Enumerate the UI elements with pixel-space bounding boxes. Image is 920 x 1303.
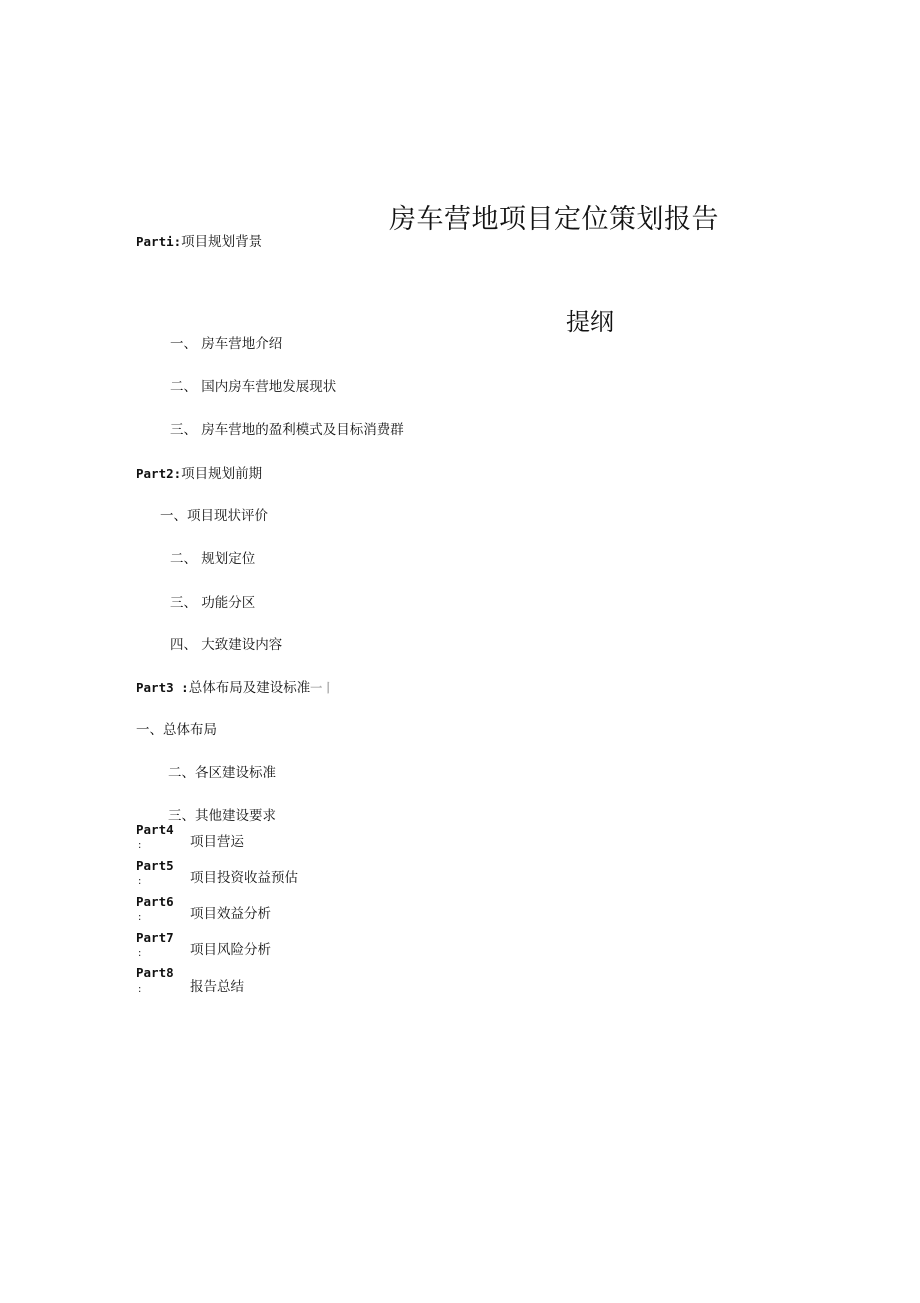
part1-item-2: 二、 国内房车营地发展现状 bbox=[170, 379, 337, 395]
part1-sep: : bbox=[173, 234, 182, 249]
part2-label: Part2 bbox=[136, 466, 174, 481]
part6-label: Part6 bbox=[136, 894, 174, 909]
part4-title: 项目营运 bbox=[190, 834, 244, 850]
part5-label: Part5 bbox=[136, 858, 174, 873]
document-title: 房车营地项目定位策划报告 bbox=[389, 204, 719, 235]
part2-item-3: 三、 功能分区 bbox=[170, 595, 256, 611]
part3-item-2: 二、各区建设标准 bbox=[168, 765, 276, 781]
part2-item-2: 二、 规划定位 bbox=[170, 551, 256, 567]
part3-title: 总体布局及建设标准 bbox=[188, 680, 311, 696]
part8-colon: : bbox=[138, 984, 142, 995]
part4-colon: : bbox=[138, 840, 142, 851]
part7-label: Part7 bbox=[136, 930, 174, 945]
part6-colon: : bbox=[138, 912, 142, 923]
part5-title: 项目投资收益预估 bbox=[190, 870, 298, 886]
part3-heading bbox=[136, 676, 334, 696]
document-subtitle: 提纲 bbox=[566, 308, 614, 336]
part2-item-1: 一、项目现状评价 bbox=[160, 508, 268, 524]
part7-colon: : bbox=[138, 948, 142, 959]
part3-item-3: 三、其他建设要求 bbox=[168, 808, 276, 824]
part1-item-3: 三、 房车营地的盈利模式及目标消费群 bbox=[170, 422, 404, 438]
part8-title: 报告总结 bbox=[190, 979, 244, 995]
part2-item-4: 四、 大致建设内容 bbox=[170, 637, 283, 653]
part4-label: Part4 bbox=[136, 822, 174, 837]
part3-trailing-mark: 一丨 bbox=[310, 681, 335, 695]
part3-sep: : bbox=[173, 680, 189, 695]
part6-title: 项目效益分析 bbox=[190, 906, 271, 922]
part1-label: Parti bbox=[136, 234, 174, 249]
part2-heading bbox=[136, 462, 262, 482]
part1-item-1: 一、 房车营地介绍 bbox=[170, 336, 283, 352]
part3-item-1: 一、总体布局 bbox=[136, 722, 217, 738]
part1-title: 项目规划背景 bbox=[181, 234, 263, 250]
part2-sep: : bbox=[173, 466, 182, 481]
part5-colon: : bbox=[138, 876, 142, 887]
part3-label: Part3 bbox=[136, 680, 174, 695]
part8-label: Part8 bbox=[136, 965, 174, 980]
part7-title: 项目风险分析 bbox=[190, 942, 271, 958]
part1-heading bbox=[136, 230, 262, 250]
part2-title: 项目规划前期 bbox=[181, 466, 263, 482]
